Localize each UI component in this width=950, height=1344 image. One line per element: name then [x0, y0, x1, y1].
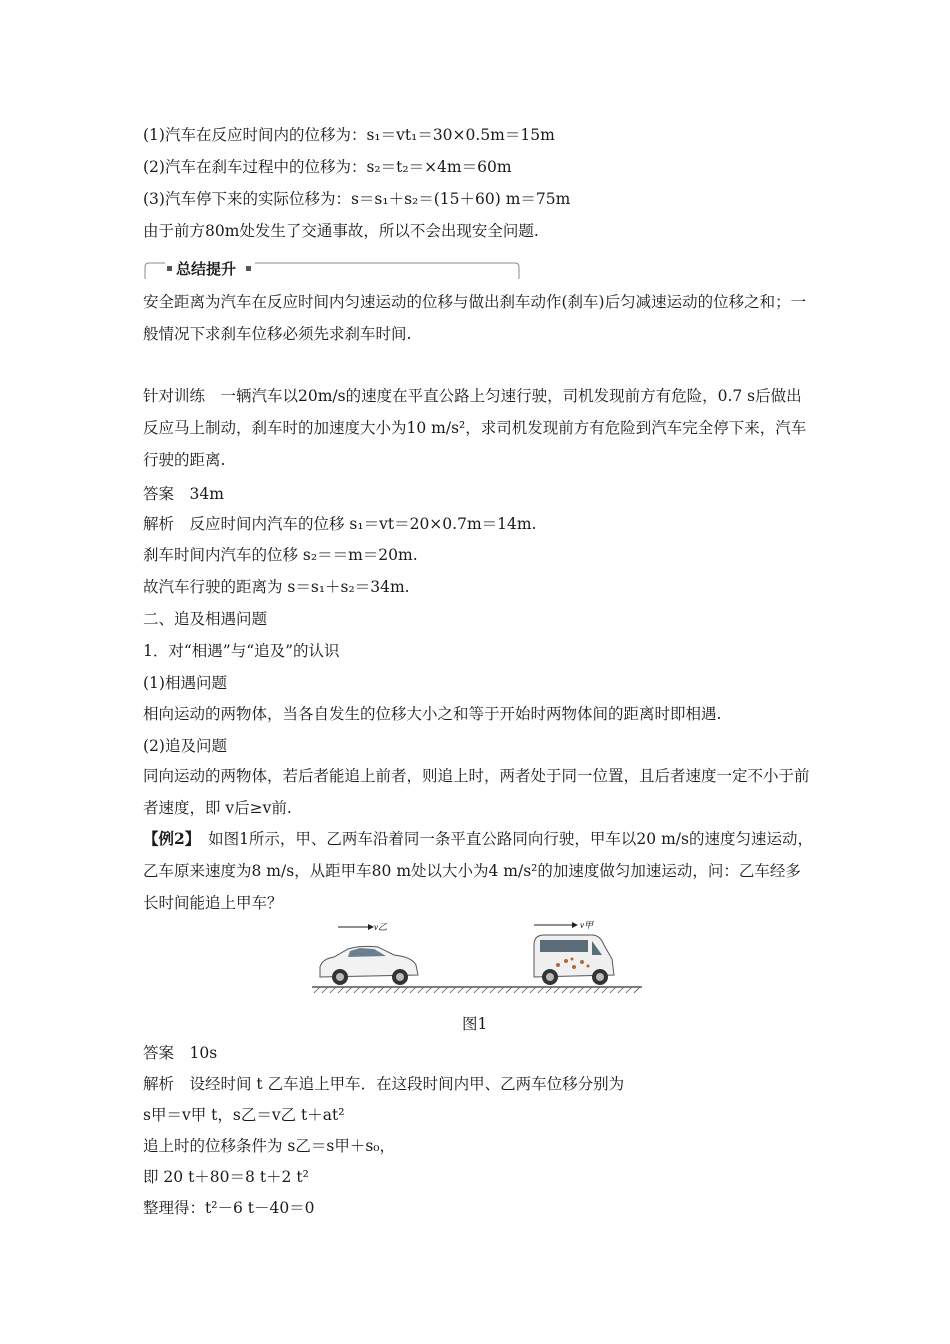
exercise-answer: 答案 34m [143, 485, 224, 503]
solution-conclusion: 由于前方80m处发生了交通事故，所以不会出现安全问题. [143, 222, 539, 240]
subsection-meeting-text: 相向运动的两物体，当各自发生的位移大小之和等于开始时两物体间的距离时即相遇. [143, 705, 722, 723]
v-jia-label: v甲 [580, 920, 593, 930]
example-label: 【例2】 [143, 829, 193, 848]
solution-line-3: (3)汽车停下来的实际位移为：s＝s₁＋s₂＝(15＋60) m＝75m [143, 190, 571, 208]
cars-illustration [312, 915, 642, 995]
example-eq-2: 追上时的位移条件为 s乙＝s甲＋s₀， [143, 1137, 396, 1155]
example-eq-4: 整理得：t²－6 t－40＝0 [143, 1199, 315, 1217]
subsection-chasing: (2)追及问题 [143, 737, 227, 755]
figure-caption: 图1 [462, 1015, 488, 1033]
section-item-1: 1．对“相遇”与“追及”的认识 [143, 642, 340, 660]
solution-line-2: (2)汽车在刹车过程中的位移为：s₂＝t₂＝×4m＝60m [143, 158, 512, 176]
sedan-car-icon [320, 946, 418, 985]
exercise-analysis-1: 解析 反应时间内汽车的位移 s₁＝vt＝20×0.7m＝14m. [143, 515, 537, 533]
example-answer: 答案 10s [143, 1044, 218, 1062]
v-yi-label: v乙 [374, 922, 387, 932]
figure-cars [312, 915, 642, 995]
summary-text: 安全距离为汽车在反应时间内匀速运动的位移与做出刹车动作(刹车)后匀减速运动的位移之和；一般情况下求刹车位移必须先求刹车时间. [143, 293, 807, 343]
example-analysis-1: 解析 设经时间 t 乙车追上甲车．在这段时间内甲、乙两车位移分别为 [143, 1075, 625, 1093]
example-2 [143, 823, 815, 919]
exercise-analysis-2: 刹车时间内汽车的位移 s₂＝＝m＝20m. [143, 546, 418, 564]
exercise-text: 针对训练 一辆汽车以20m/s的速度在平直公路上匀速行驶，司机发现前方有危险，0.7 s后做出反应马上制动，刹车时的加速度大小为10 m/s²，求司机发现前方有危险到汽车完全停下来，汽车行驶的距离. [143, 387, 807, 469]
example-eq-3: 即 20 t＋80＝8 t＋2 t² [143, 1168, 309, 1186]
solution-line-1: (1)汽车在反应时间内的位移为：s₁＝vt₁＝30×0.5m＝15m [143, 126, 555, 144]
section-heading: 二、追及相遇问题 [143, 610, 268, 628]
summary-banner [143, 257, 521, 281]
example-text: 如图1所示，甲、乙两车沿着同一条平直公路同向行驶，甲车以20 m/s的速度匀速运动，乙车原来速度为8 m/s，从距甲车80 m处以大小为4 m/s²的加速度做匀加速运动，问：乙车经多长时间能追上甲车？ [143, 830, 813, 912]
summary-title: 总结提升 [176, 260, 237, 278]
subsection-chasing-text: 同向运动的两物体，若后者能追上前者，则追上时，两者处于同一位置，且后者速度一定不小于前者速度，即 v后≥v前. [143, 767, 810, 817]
exercise-analysis-3: 故汽车行驶的距离为 s＝s₁＋s₂＝34m. [143, 578, 410, 596]
van-car-icon [534, 935, 614, 985]
example-eq-1: s甲＝v甲 t，s乙＝v乙 t＋at² [143, 1106, 345, 1124]
subsection-meeting: (1)相遇问题 [143, 674, 227, 692]
